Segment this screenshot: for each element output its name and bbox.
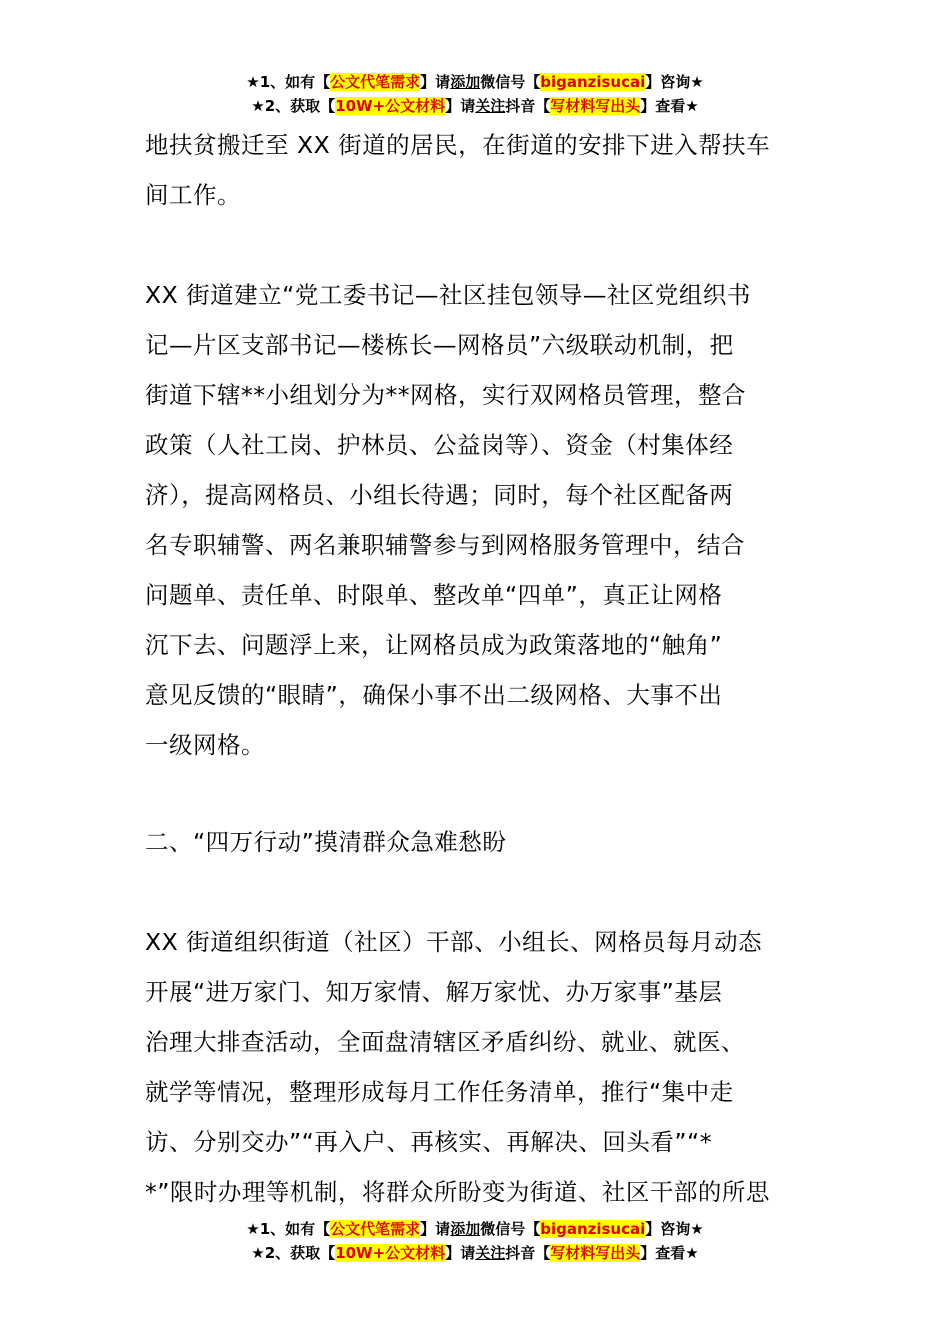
highlight-materials: 10W+公文材料: [335, 97, 446, 115]
text-line: XX 街道建立“党工委书记—社区挂包领导—社区党组织书: [145, 281, 751, 309]
highlight-materials: 10W+公文材料: [335, 1244, 446, 1262]
highlight-douyin: 写材料写出头: [550, 97, 641, 115]
text-line: 一级网格。: [145, 731, 265, 759]
paragraph-3: [145, 917, 810, 1217]
footer-banner: [0, 1217, 950, 1265]
text-line: 访、分别交办”“再入户、再核实、再解决、回头看”“*: [145, 1128, 712, 1156]
text-line: 就学等情况，整理形成每月工作任务清单，推行“集中走: [145, 1078, 734, 1106]
text-line: 地扶贫搬迁至 XX 街道的居民，在街道的安排下进入帮扶车: [145, 131, 771, 159]
text-line: 政策（人社工岗、护林员、公益岗等）、资金（村集体经: [145, 431, 734, 459]
text-line: 间工作。: [145, 181, 241, 209]
text-line: 问题单、责任单、时限单、整改单“四单”，真正让网格: [145, 581, 723, 609]
text-line: *”限时办理等机制，将群众所盼变为街道、社区干部的所思: [145, 1178, 770, 1206]
text-line: 开展“进万家门、知万家情、解万家忧、办万家事”基层: [145, 978, 723, 1006]
highlight-service: 公文代笔需求: [330, 73, 421, 91]
text-line: XX 街道组织街道（社区）干部、小组长、网格员每月动态: [145, 928, 763, 956]
text-line: 沉下去、问题浮上来，让网格员成为政策落地的“触角”: [145, 631, 723, 659]
section-heading: [145, 817, 810, 867]
highlight-wechat-id: biganzisucai: [540, 1220, 646, 1238]
banner-line-1: ★1、如有【公文代笔需求】请添加微信号【biganzisucai】咨询★: [246, 73, 704, 91]
heading-text: 二、“四万行动”摸清群众急难愁盼: [145, 828, 507, 856]
text-line: 名专职辅警、两名兼职辅警参与到网格服务管理中，结合: [145, 531, 745, 559]
banner-line-2: ★2、获取【10W+公文材料】请关注抖音【写材料写出头】查看★: [251, 1244, 699, 1262]
text-line: 记—片区支部书记—楼栋长—网格员”六级联动机制，把: [145, 331, 734, 359]
highlight-wechat-id: biganzisucai: [540, 73, 646, 91]
text-line: 街道下辖**小组划分为**网格，实行双网格员管理，整合: [145, 381, 746, 409]
banner-line-2: ★2、获取【10W+公文材料】请关注抖音【写材料写出头】查看★: [251, 97, 699, 115]
text-line: 意见反馈的“眼睛”，确保小事不出二级网格、大事不出: [145, 681, 723, 709]
header-banner: [0, 70, 950, 118]
paragraph-1: [145, 120, 810, 220]
highlight-douyin: 写材料写出头: [550, 1244, 641, 1262]
banner-line-1: ★1、如有【公文代笔需求】请添加微信号【biganzisucai】咨询★: [246, 1220, 704, 1238]
text-line: 治理大排查活动，全面盘清辖区矛盾纠纷、就业、就医、: [145, 1028, 745, 1056]
paragraph-2: [145, 270, 810, 770]
highlight-service: 公文代笔需求: [330, 1220, 421, 1238]
text-line: 济），提高网格员、小组长待遇；同时，每个社区配备两: [145, 481, 734, 509]
